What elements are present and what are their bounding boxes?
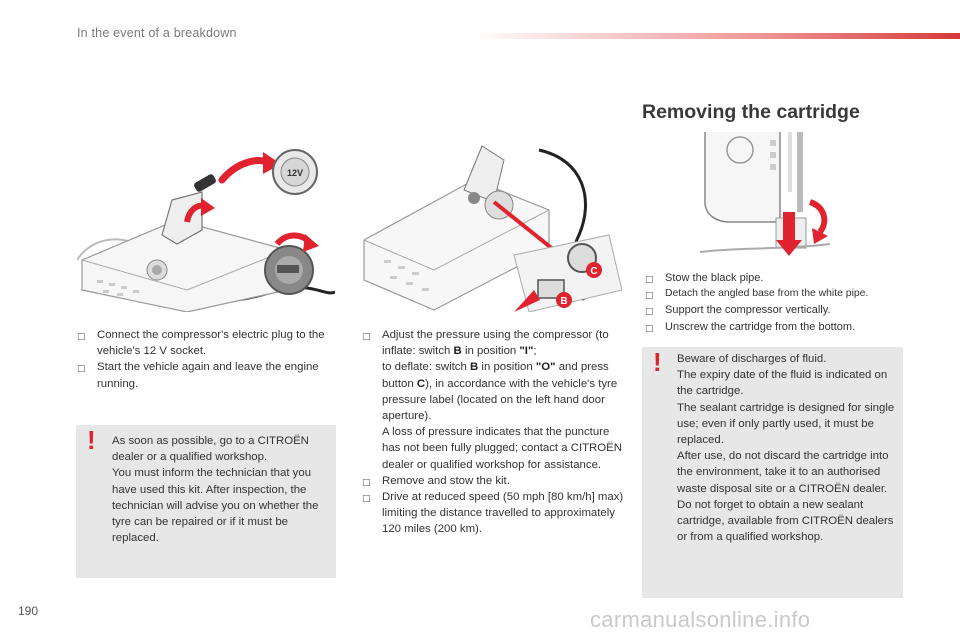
text-run: Adjust the pressure using the compressor (to inflate: switch bbox=[382, 329, 609, 358]
text-run: in position bbox=[478, 361, 536, 374]
left-steps bbox=[77, 327, 337, 392]
warning-text: Beware of discharges of fluid. bbox=[677, 353, 827, 365]
list-item bbox=[77, 327, 337, 359]
switch-b-label: B bbox=[470, 361, 479, 374]
header-accent-rule bbox=[470, 33, 960, 39]
right-steps bbox=[645, 270, 905, 335]
step-text: Stow the black pipe. bbox=[665, 272, 764, 284]
warning-exclamation-icon: ! bbox=[653, 347, 662, 377]
step-text: Start the vehicle again and leave the engine running. bbox=[97, 361, 319, 390]
text-run: A loss of pressure indicates that the puncture has not been fully plugged; contact a CITROËN dealer or qualified workshop for assistance. bbox=[382, 426, 622, 471]
text-run: to deflate: switch bbox=[382, 361, 471, 374]
step-text: Connect the compressor's electric plug to the vehicle's 12 V socket. bbox=[97, 329, 325, 358]
page-number: 190 bbox=[18, 604, 39, 618]
bullet-checkbox-icon: □ bbox=[645, 323, 654, 334]
position-o-label: "O" bbox=[535, 361, 556, 374]
section-title: Removing the cartridge bbox=[642, 101, 860, 123]
list-item bbox=[362, 473, 624, 489]
button-c-label: C bbox=[416, 377, 426, 390]
position-i-label: "I" bbox=[519, 345, 534, 358]
bullet-checkbox-icon: □ bbox=[362, 477, 371, 488]
bullet-checkbox-icon: □ bbox=[645, 291, 654, 302]
text-run: in position bbox=[461, 345, 520, 358]
bullet-checkbox-icon: □ bbox=[362, 494, 371, 505]
bullet-checkbox-icon: □ bbox=[645, 307, 654, 318]
watermark: carmanualsonline.info bbox=[590, 607, 811, 632]
text-run: ; bbox=[533, 345, 537, 358]
warning-text: The expiry date of the fluid is indicated on the cartridge. bbox=[677, 369, 888, 398]
bullet-checkbox-icon: □ bbox=[77, 332, 86, 342]
callout-b: B bbox=[560, 296, 568, 307]
bullet-checkbox-icon: □ bbox=[362, 332, 371, 342]
text-run: ), in accordance with the vehicle's tyre pressure label (located on the left hand door aperture). bbox=[382, 377, 618, 423]
warning-text: After use, do not discard the cartridge into the environment, take it to an authorised waste disposal site or a CITROËN dealer. bbox=[677, 450, 889, 495]
figure-cartridge-removal bbox=[700, 132, 830, 257]
step-text: Support the compressor vertically. bbox=[665, 304, 831, 317]
text-run: and press button bbox=[382, 361, 609, 390]
warning-text: You must inform the technician that you have used this kit. After inspection, the technician will advise you on whether the tyre can be repaired or if it must be replaced. bbox=[112, 467, 319, 545]
warning-exclamation-icon: ! bbox=[87, 425, 96, 455]
warning-text: The sealant cartridge is designed for single use; even if only partly used, it must be replaced. bbox=[677, 401, 895, 447]
callout-c: C bbox=[590, 266, 598, 277]
bullet-checkbox-icon: □ bbox=[77, 364, 86, 375]
list-item bbox=[362, 327, 624, 473]
figure-compressor-switches bbox=[354, 140, 622, 312]
list-item bbox=[362, 489, 624, 538]
list-item bbox=[645, 286, 905, 302]
step-text: Drive at reduced speed (50 mph [80 km/h] max) limiting the distance travelled to approximately 120 miles (200 km). bbox=[382, 491, 624, 536]
list-item bbox=[645, 302, 905, 318]
step-text: Unscrew the cartridge from the bottom. bbox=[665, 320, 856, 333]
bullet-checkbox-icon: □ bbox=[645, 275, 654, 285]
list-item bbox=[77, 359, 337, 391]
page-header-title: In the event of a breakdown bbox=[77, 26, 237, 40]
step-text: Remove and stow the kit. bbox=[382, 474, 510, 487]
list-item bbox=[645, 319, 905, 335]
socket-12v-label: 12V bbox=[286, 168, 304, 178]
list-item bbox=[645, 270, 905, 286]
middle-steps bbox=[362, 327, 624, 538]
figure-compressor-plug bbox=[77, 140, 335, 312]
left-warning-box bbox=[76, 425, 336, 578]
right-warning-box bbox=[642, 347, 903, 598]
warning-text: As soon as possible, go to a CITROËN dealer or a qualified workshop. bbox=[112, 435, 309, 464]
switch-b-label: B bbox=[453, 345, 462, 358]
step-text: Detach the angled base from the white pipe. bbox=[665, 288, 869, 300]
warning-text: Do not forget to obtain a new sealant cartridge, available from CITROËN dealers or from a qualified workshop. bbox=[677, 498, 894, 544]
